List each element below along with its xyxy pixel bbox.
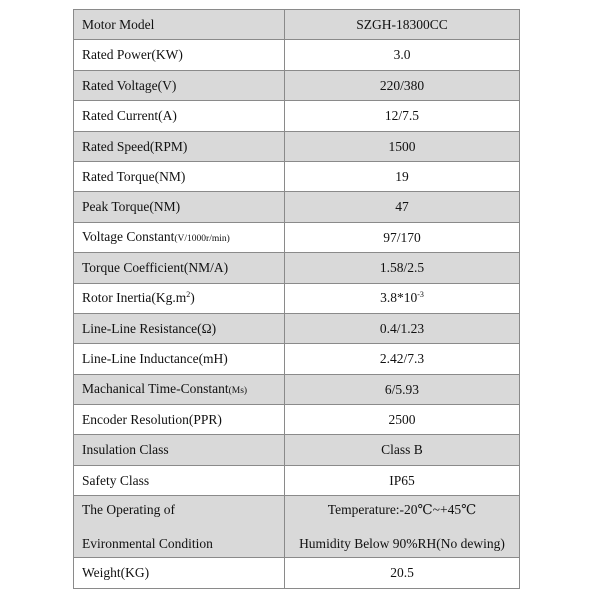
- table-row: [74, 313, 520, 343]
- row-label: Rated Current(A): [74, 101, 285, 131]
- row-value: 12/7.5: [285, 101, 520, 131]
- motor-spec-table: [73, 9, 520, 589]
- row-value: [285, 496, 520, 558]
- table-row: [74, 10, 520, 40]
- row-label-line: Evironmental Condition: [82, 535, 213, 551]
- row-label: Peak Torque(NM): [74, 192, 285, 222]
- table-row: [74, 405, 520, 435]
- row-value: 0.4/1.23: [285, 313, 520, 343]
- table-row: [74, 101, 520, 131]
- row-value: 2500: [285, 405, 520, 435]
- row-value-line: Temperature:-20℃~+45℃: [327, 502, 477, 518]
- row-label: Rated Voltage(V): [74, 70, 285, 100]
- row-label: Rated Torque(NM): [74, 161, 285, 191]
- row-label: Voltage Constant(V/1000r/min): [74, 222, 285, 252]
- row-label: Weight(KG): [74, 558, 285, 588]
- row-value: 2.42/7.3: [285, 344, 520, 374]
- row-label: Rotor $Inertia(Kg.m^2)$: [74, 283, 285, 313]
- row-label: Machanical Time-Constant(Ms): [74, 374, 285, 404]
- row-label: Line-Line Resistance(Ω): [74, 313, 285, 343]
- row-value: $3.8*10^{-3}$: [285, 283, 520, 313]
- table-row: [74, 161, 520, 191]
- table-row: [74, 435, 520, 465]
- table-row: [74, 131, 520, 161]
- row-label: Rated Speed(RPM): [74, 131, 285, 161]
- label-superscript: 2: [186, 290, 191, 300]
- table-row: [74, 253, 520, 283]
- row-value: 47: [285, 192, 520, 222]
- row-value: 1.58/2.5: [285, 253, 520, 283]
- table-row: [74, 558, 520, 588]
- table-row: [74, 222, 520, 252]
- table-row: [74, 496, 520, 558]
- row-label-unit: (V/1000r/min): [174, 234, 230, 245]
- row-label: Rated Power(KW): [74, 40, 285, 70]
- row-value: 19: [285, 161, 520, 191]
- table-row: [74, 283, 520, 313]
- table-row: [74, 70, 520, 100]
- row-value: 3.0: [285, 40, 520, 70]
- row-label: Insulation Class: [74, 435, 285, 465]
- row-value: 6/5.93: [285, 374, 520, 404]
- row-value-line: Humidity Below 90%RH(No dewing): [299, 535, 505, 551]
- row-label: Safety Class: [74, 465, 285, 495]
- row-label: Line-Line Inductance(mH): [74, 344, 285, 374]
- table-row: [74, 465, 520, 495]
- row-value: IP65: [285, 465, 520, 495]
- table-row: [74, 192, 520, 222]
- row-label: Motor Model: [74, 10, 285, 40]
- row-value: 220/380: [285, 70, 520, 100]
- row-value: Class B: [285, 435, 520, 465]
- row-value: SZGH-18300CC: [285, 10, 520, 40]
- table-row: [74, 344, 520, 374]
- row-label: Torque Coefficient(NM/A): [74, 253, 285, 283]
- row-label: [74, 496, 285, 558]
- row-value: 97/170: [285, 222, 520, 252]
- row-label: Encoder Resolution(PPR): [74, 405, 285, 435]
- value-superscript: -3: [417, 290, 424, 300]
- row-value: 20.5: [285, 558, 520, 588]
- table-row: [74, 40, 520, 70]
- row-label-unit: (Ms): [228, 386, 248, 397]
- row-label-line: The Operating of: [82, 502, 175, 518]
- row-value: 1500: [285, 131, 520, 161]
- table-row: [74, 374, 520, 404]
